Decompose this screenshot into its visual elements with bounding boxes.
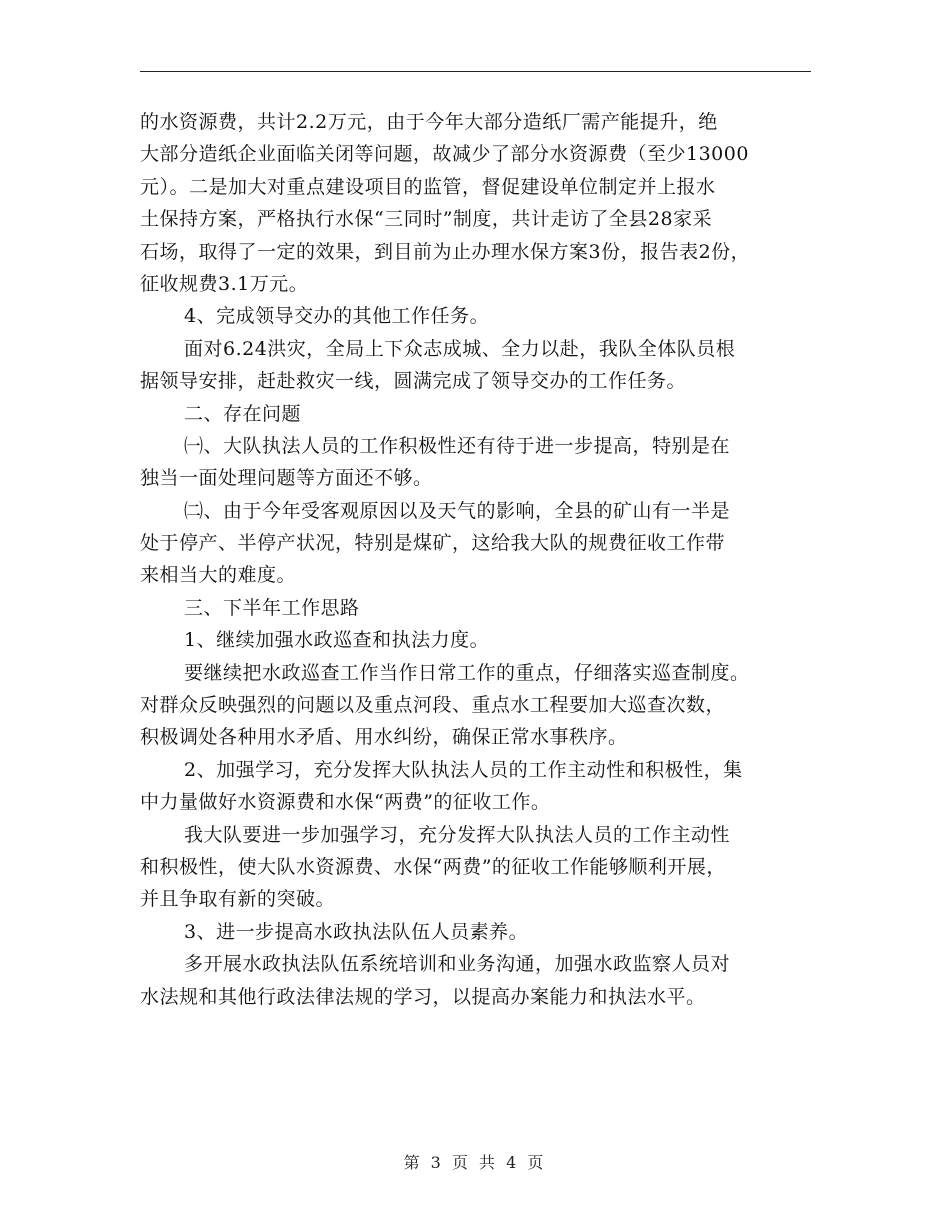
- text-line: 多开展水政执法队伍系统培训和业务沟通，加强水政监察人员对: [184, 953, 731, 976]
- page-footer: 第 3 页 共 4 页: [403, 1153, 547, 1172]
- text-line: 三、下半年工作思路: [184, 596, 360, 619]
- text-line: 积极调处各种用水矛盾、用水纠纷，确保正常水事秩序。: [140, 726, 628, 749]
- text-line: 来相当大的难度。: [140, 564, 297, 587]
- text-line: 和积极性，使大队水资源费、水保“两费”的征收工作能够顺利开展，: [140, 855, 726, 878]
- text-line: ㈡、由于今年受客观原因以及天气的影响，全县的矿山有一半是: [184, 499, 731, 522]
- text-line: 中力量做好水资源费和水保“两费”的征收工作。: [140, 791, 551, 814]
- text-line: 1、继续加强水政巡查和执法力度。: [184, 629, 490, 652]
- text-line: 要继续把水政巡查工作当作日常工作的重点，仔细落实巡查制度。: [184, 661, 750, 684]
- text-line: 征收规费3.1万元。: [140, 272, 309, 295]
- text-line: 石场，取得了一定的效果，到目前为止办理水保方案3份，报告表2份，: [140, 240, 751, 263]
- text-line: 水法规和其他行政法律法规的学习，以提高办案能力和执法水平。: [140, 985, 706, 1008]
- text-line: 面对6.24洪灾，全局上下众志成城、全力以赴，我队全体队员根: [184, 337, 736, 360]
- text-line: 我大队要进一步加强学习，充分发挥大队执法人员的工作主动性: [184, 823, 731, 846]
- header-rule: [140, 71, 811, 72]
- text-line: 元）。二是加大对重点建设项目的监管，督促建设单位制定并上报水: [140, 175, 716, 198]
- text-line: 处于停产、半停产状况，特别是煤矿，这给我大队的规费征收工作带: [140, 532, 726, 555]
- text-line: 的水资源费，共计2.2万元，由于今年大部分造纸厂需产能提升，绝: [140, 111, 718, 133]
- text-line: 对群众反映强烈的问题以及重点河段、重点水工程要加大巡查次数，: [140, 694, 726, 717]
- text-line: 大部分造纸企业面临关闭等问题，故减少了部分水资源费（至少13000: [140, 143, 749, 166]
- text-line: 据领导安排，赶赴救灾一线，圆满完成了领导交办的工作任务。: [140, 370, 687, 393]
- text-line: 二、存在问题: [184, 402, 302, 425]
- text-line: 3、进一步提高水政执法队伍人员素养。: [184, 920, 529, 943]
- text-line: ㈠、大队执法人员的工作积极性还有待于进一步提高，特别是在: [184, 434, 731, 457]
- text-line: 独当一面处理问题等方面还不够。: [140, 467, 433, 490]
- text-line: 4、完成领导交办的其他工作任务。: [184, 305, 490, 328]
- text-line: 2、加强学习，充分发挥大队执法人员的工作主动性和积极性，集: [184, 758, 743, 781]
- document-body: [140, 106, 820, 1013]
- text-line: 并且争取有新的突破。: [140, 888, 336, 911]
- text-line: 土保持方案，严格执行水保“三同时”制度，共计走访了全县28家采: [140, 208, 713, 231]
